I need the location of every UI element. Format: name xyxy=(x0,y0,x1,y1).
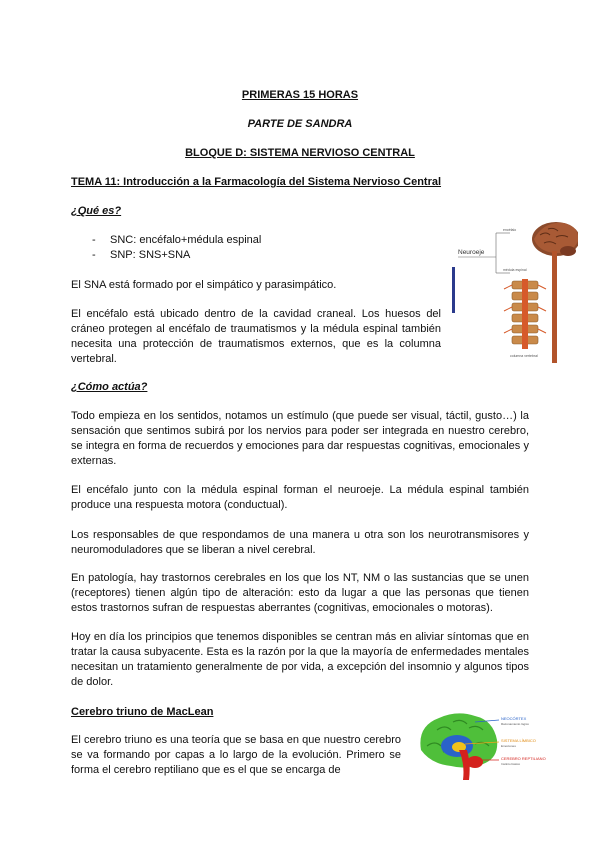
como-actua-heading: ¿Cómo actúa? xyxy=(71,381,148,393)
sna-paragraph: El SNA está formado por el simpático y parasimpático. xyxy=(71,279,337,291)
topic-title: TEMA 11: Introducción a la Farmacología del Sistema Nervioso Central xyxy=(71,176,442,188)
encefalo-label: encéfalo xyxy=(503,228,517,232)
list-item-text: SNC: encéfalo+médula espinal xyxy=(110,234,262,246)
que-es-heading: ¿Qué es? xyxy=(71,205,122,217)
reptilian-label: CEREBRO REPTILIANO xyxy=(501,756,546,761)
page-title: PRIMERAS 15 HORAS xyxy=(241,89,359,101)
como-actua-paragraph-3: Los responsables de que respondamos de una manera u otra son los neurotransmisores y neuromoduladores que se liberan a nivel cerebral. xyxy=(71,529,529,556)
como-actua-paragraph-2: El encéfalo junto con la médula espinal forman el neuroeje. La médula espinal también produce una respuesta motora (conductual). xyxy=(71,484,529,511)
limbic-label: SISTEMA LÍMBICO xyxy=(501,738,536,743)
page-subtitle: PARTE DE SANDRA xyxy=(247,118,353,130)
reptilian-sub-label: Instinto básico xyxy=(501,762,521,766)
triune-brain-figure xyxy=(413,706,550,786)
columna-label: columna vertebral xyxy=(510,354,538,358)
neuroeje-figure xyxy=(448,217,578,367)
encefalo-paragraph: El encéfalo está ubicado dentro de la cavidad craneal. Los huesos del cráneo protegen al encéfalo de traumatismos y la médula espinal también necesita una protección de traumatismos externos, que es la columna vertebral. xyxy=(71,308,441,365)
maclean-paragraph: El cerebro triuno es una teoría que se basa en que nuestro cerebro se va formando por capas a lo largo de la evolución. Primero se forma el cerebro reptiliano que es el que se encarga de xyxy=(71,734,401,776)
neuroeje-illustration xyxy=(448,217,578,367)
como-actua-paragraph-5: Hoy en día los principios que tenemos disponibles se centran más en aliviar síntomas que en tratar la causa subyacente. Esta es la razón por la que la mayoría de enfermedades mentales necesitan un tratamiento generalmente de por vida, a excepción del insomnio y algunos tipos de dolor. xyxy=(71,631,529,688)
neocortex-label: NEOCÓRTEX xyxy=(501,716,527,721)
limbic-sub-label: Emociones xyxy=(501,744,516,748)
como-actua-paragraph-4: En patología, hay trastornos cerebrales en los que los NT, NM o las sustancias que se unen (receptores) tienen algún tipo de alteración: esto da lugar a que las personas que tienen estos trastornos sufran de respuestas aberrantes (cognitivas, emocionales o motoras). xyxy=(71,572,529,614)
list-item-text: SNP: SNS+SNA xyxy=(110,249,191,261)
triune-brain-illustration xyxy=(413,706,550,786)
block-heading: BLOQUE D: SISTEMA NERVIOSO CENTRAL xyxy=(185,147,415,159)
como-actua-paragraph-1: Todo empieza en los sentidos, notamos un estímulo (que puede ser visual, táctil, gusto…) la sensación que sentimos subirá por los nervios para poder ser integrada en nuestro cerebro, se integra en forma de recuerdos y emociones para dar respuestas cognitivas, emocionales y externas. xyxy=(71,410,529,467)
neuroeje-label: Neuroeje xyxy=(458,249,485,256)
medula-label: médula espinal xyxy=(503,268,527,272)
document-page: PRIMERAS 15 HORAS PARTE DE SANDRA BLOQUE D: SISTEMA NERVIOSO CENTRAL TEMA 11: Introducción a la Farmacología del Sistema Nervioso Central ¿Qué es? - SNC: encéfalo+médula espinal - SNP: SNS+SNA El SNA está formado por el simpático y parasimpático. El encéfalo está ubicado dentro de la cavidad craneal. Los huesos del cráneo protegen al encéfalo de traumatismos y la médula espinal también necesita una protección de traumatismos externos, que es la columna vertebral. Neuroeje encéfalo médula espinal columna vertebral ¿Cómo actúa? Todo empieza en los sentidos, notamos un estímulo (que puede ser visual, táctil, gusto…) la sensación que sentimos subirá por los nervios para poder ser integrada en nuestro cerebro, se integra en forma de recuerdos y emociones para dar respuestas cognitivas, emocionales y externas. El encéfalo junto con la médula espinal forman el neuroeje. La médula espinal también produce una respuesta motora (conductual). Los responsables de que respondamos de una manera u otra son los neurotransmisores y neuromoduladores que se liberan a nivel cerebral. En patología, hay trastornos cerebrales en los que los NT, NM o las sustancias que se unen (receptores) tienen algún tipo de alteración: esto da lugar a que las personas que tienen estos trastornos sufran de respuestas aberrantes (cognitivas, emocionales o motoras). Hoy en día los principios que tenemos disponibles se centran más en aliviar síntomas que en tratar la causa subyacente. Esta es la razón por la que la mayoría de enfermedades mentales necesitan un tratamiento generalmente de por vida, a excepción del insomnio y algunos tipos de dolor. Cerebro triuno de MacLean El cerebro triuno es una teoría que se basa en que nuestro cerebro se va formando por capas a lo largo de la evolución. Primero se forma el cerebro reptiliano que es el que se encarga de NEOCÓRTEX Razonamiento lógico SISTEMA LÍMBICO Emociones CEREBRO REPTILIANO Instinto básico xyxy=(0,0,600,848)
neocortex-sub-label: Razonamiento lógico xyxy=(501,722,530,726)
maclean-heading: Cerebro triuno de MacLean xyxy=(71,706,214,718)
